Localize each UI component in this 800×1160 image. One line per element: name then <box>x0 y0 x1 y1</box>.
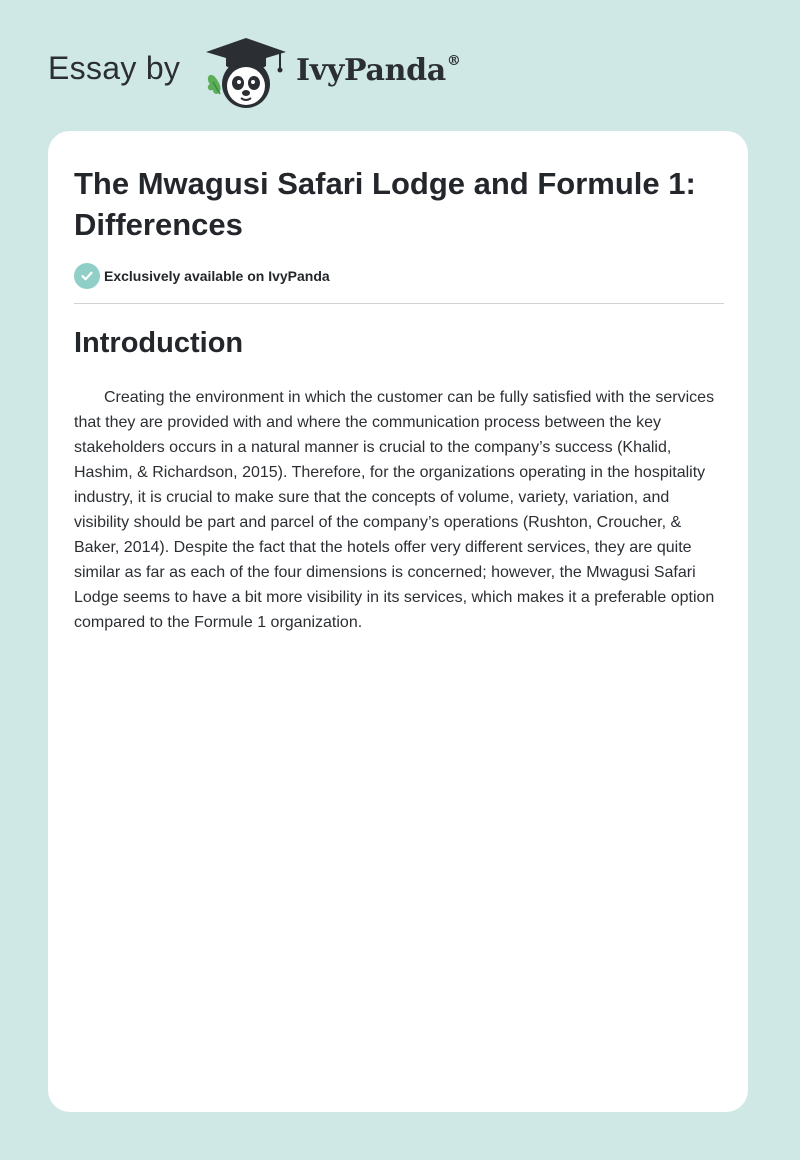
page-title: The Mwagusi Safari Lodge and Formule 1: Differences <box>74 166 696 242</box>
badge-label: Exclusively available on IvyPanda <box>104 268 330 284</box>
divider <box>74 303 724 304</box>
body-paragraph: Creating the environment in which the customer can be fully satisfied with the services that they are provided with and where the communication process between the key stakeholders occurs in a natural manner is crucial to the company’s success (Khalid, Hashim, & Richardson, 2015). Therefore, for the organizations operating in the hospitality industry, it is crucial to make sure that the concepts of volume, variety, variation, and visibility should be part and parcel of the company’s operations (Rushton, Croucher, & Baker, 2014). Despite the fact that the hotels offer very different services, they are quite similar as far as each of the four dimensions is concerned; however, the Mwagusi Safari Lodge seems to have a bit more visibility in its services, which makes it a preferable option compared to the Formule 1 organization. <box>74 389 715 631</box>
section-heading: Introduction <box>74 327 244 359</box>
brand-name[interactable]: IvyPanda® <box>296 53 461 88</box>
essay-card <box>48 131 748 1112</box>
exclusive-badge <box>74 263 330 289</box>
ivypanda-logo-icon[interactable] <box>200 32 292 112</box>
essay-by-label: Essay by <box>48 50 181 86</box>
check-circle-icon <box>74 263 100 289</box>
site-header <box>0 0 800 130</box>
registered-mark: ® <box>446 53 461 69</box>
